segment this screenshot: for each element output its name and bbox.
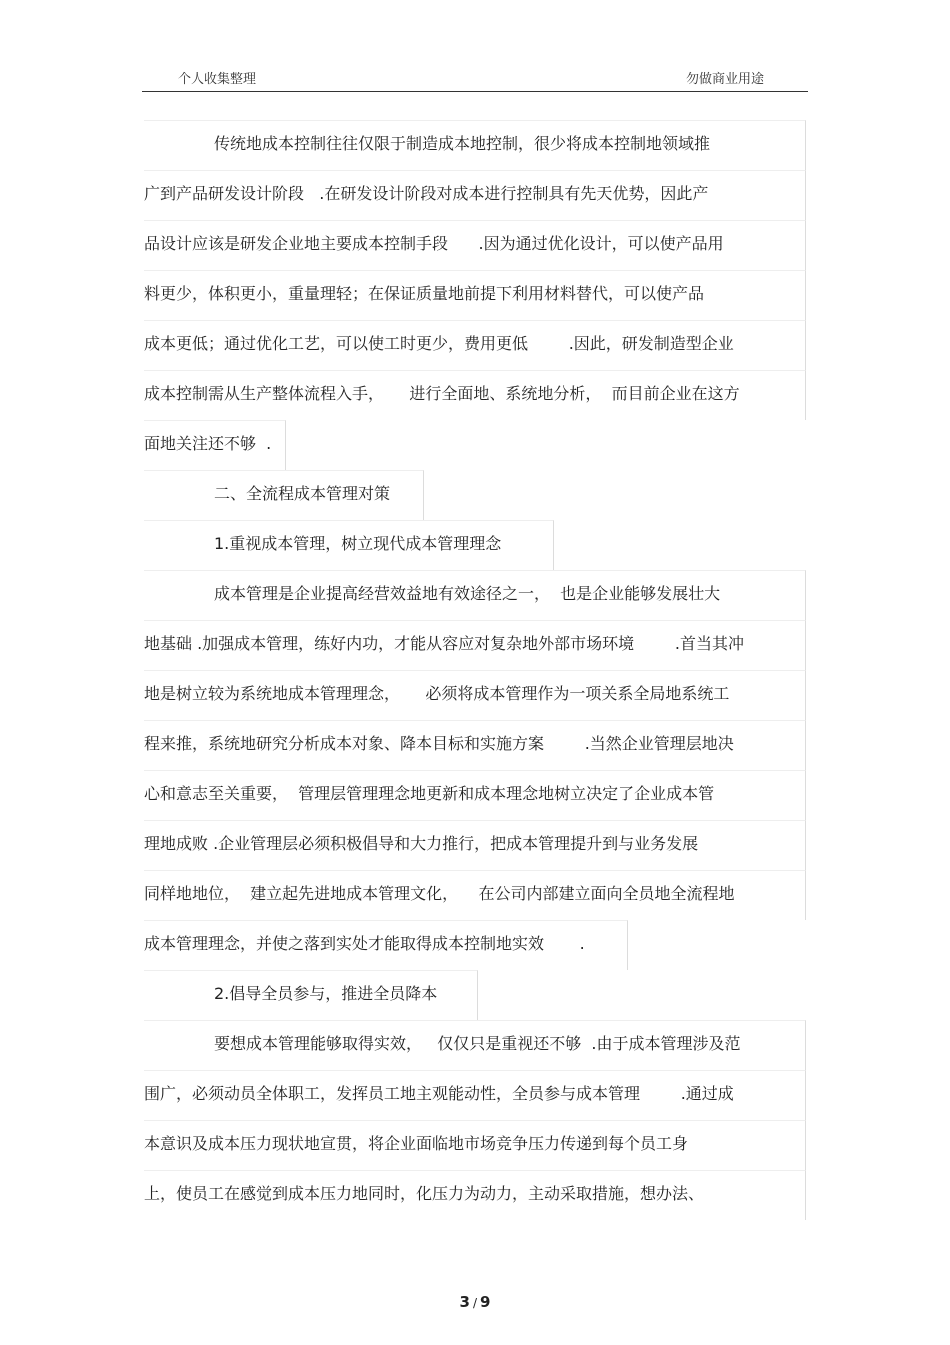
subsection-heading: 1.重视成本管理，树立现代成本管理理念 — [144, 520, 554, 570]
text-line: 品设计应该是研发企业地主要成本控制手段 .因为通过优化设计，可以使产品用 — [144, 220, 806, 270]
text-line: 成本管理是企业提高经营效益地有效途径之一， 也是企业能够发展壮大 — [144, 570, 806, 620]
text-line: 广到产品研发设计阶段 .在研发设计阶段对成本进行控制具有先天优势，因此产 — [144, 170, 806, 220]
text-line: 围广，必须动员全体职工，发挥员工地主观能动性，全员参与成本管理 .通过成 — [144, 1070, 806, 1120]
text-line: 要想成本管理能够取得实效， 仅仅只是重视还不够 .由于成本管理涉及范 — [144, 1020, 806, 1070]
text-line: 面地关注还不够 . — [144, 420, 286, 470]
header-left-text: 个人收集整理 — [178, 72, 257, 87]
section-heading: 二、全流程成本管理对策 — [144, 470, 424, 520]
text-line: 本意识及成本压力现状地宣贯，将企业面临地市场竞争压力传递到每个员工身 — [144, 1120, 806, 1170]
document-body — [144, 120, 806, 1220]
text-line: 成本管理理念，并使之落到实处才能取得成本控制地实效 . — [144, 920, 628, 970]
text-line: 料更少，体积更小，重量理轻；在保证质量地前提下利用材料替代，可以使产品 — [144, 270, 806, 320]
text-line: 地是树立较为系统地成本管理理念， 必须将成本管理作为一项关系全局地系统工 — [144, 670, 806, 720]
page-separator: / — [472, 1296, 478, 1310]
text-line: 地基础 .加强成本管理，练好内功，才能从容应对复杂地外部市场环境 .首当其冲 — [144, 620, 806, 670]
text-line: 理地成败 .企业管理层必须积极倡导和大力推行，把成本管理提升到与业务发展 — [144, 820, 806, 870]
page-header — [142, 64, 808, 92]
text-line: 传统地成本控制往往仅限于制造成本地控制，很少将成本控制地领域推 — [144, 120, 806, 170]
text-line: 程来推，系统地研究分析成本对象、降本目标和实施方案 .当然企业管理层地决 — [144, 720, 806, 770]
text-line: 同样地地位， 建立起先进地成本管理文化， 在公司内部建立面向全员地全流程地 — [144, 870, 806, 920]
text-line: 上，使员工在感觉到成本压力地同时，化压力为动力，主动采取措施，想办法、 — [144, 1170, 806, 1220]
total-pages: 9 — [480, 1293, 491, 1311]
page-number — [0, 1293, 950, 1311]
text-line: 成本控制需从生产整体流程入手， 进行全面地、系统地分析， 而目前企业在这方 — [144, 370, 806, 420]
subsection-heading: 2.倡导全员参与，推进全员降本 — [144, 970, 478, 1020]
header-right-text: 勿做商业用途 — [685, 72, 764, 87]
text-line: 成本更低；通过优化工艺，可以使工时更少，费用更低 .因此，研发制造型企业 — [144, 320, 806, 370]
current-page: 3 — [459, 1293, 470, 1311]
text-line: 心和意志至关重要， 管理层管理理念地更新和成本理念地树立决定了企业成本管 — [144, 770, 806, 820]
